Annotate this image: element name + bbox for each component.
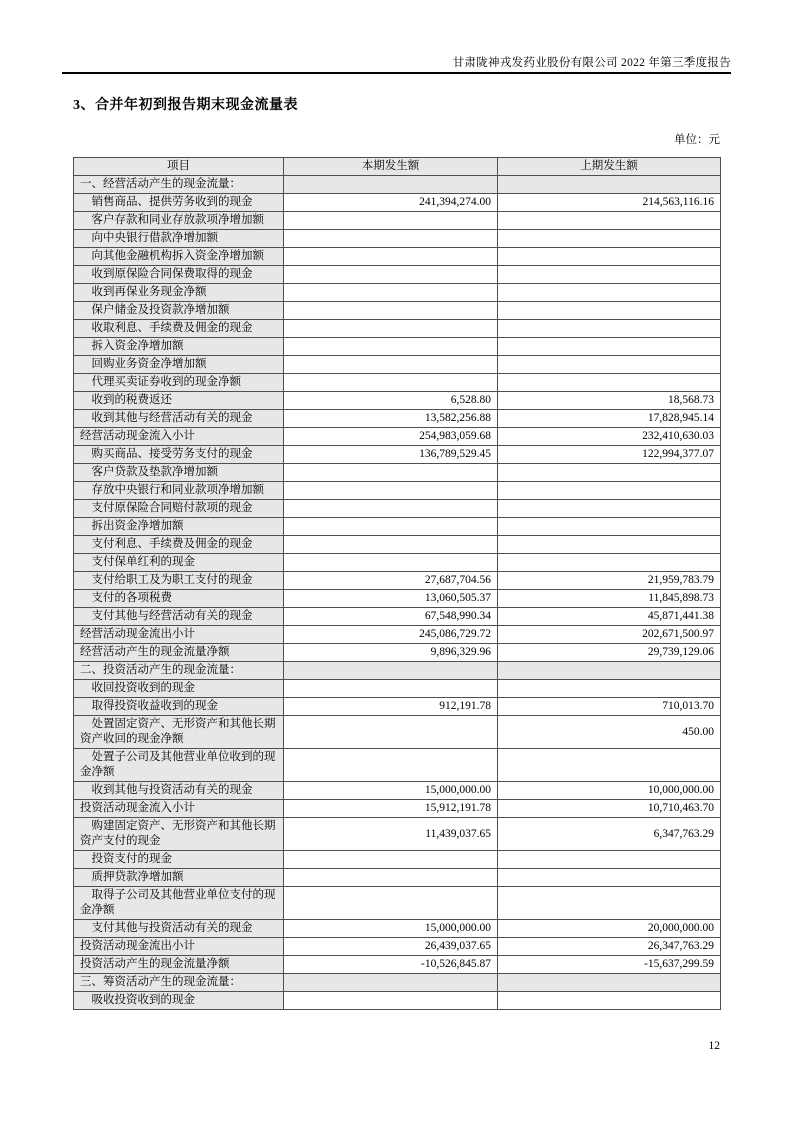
row-current-value <box>284 266 498 284</box>
table-row <box>74 554 721 572</box>
row-current-value: 26,439,037.65 <box>284 938 498 956</box>
row-label: 支付原保险合同赔付款项的现金 <box>74 500 284 518</box>
row-label: 经营活动现金流入小计 <box>74 428 284 446</box>
row-label: 拆出资金净增加额 <box>74 518 284 536</box>
table-row <box>74 536 721 554</box>
row-current-value <box>284 320 498 338</box>
row-prior-value <box>498 887 721 920</box>
row-prior-value: 26,347,763.29 <box>498 938 721 956</box>
table-row <box>74 992 721 1010</box>
row-current-value: 136,789,529.45 <box>284 446 498 464</box>
row-label: 支付其他与投资活动有关的现金 <box>74 920 284 938</box>
row-prior-value <box>498 176 721 194</box>
row-label: 销售商品、提供劳务收到的现金 <box>74 194 284 212</box>
row-label: 向中央银行借款净增加额 <box>74 230 284 248</box>
row-prior-value <box>498 851 721 869</box>
row-prior-value: 232,410,630.03 <box>498 428 721 446</box>
row-current-value: -10,526,845.87 <box>284 956 498 974</box>
table-row <box>74 716 721 749</box>
row-prior-value: 10,710,463.70 <box>498 800 721 818</box>
row-current-value: 67,548,990.34 <box>284 608 498 626</box>
row-current-value <box>284 482 498 500</box>
row-label: 收到其他与投资活动有关的现金 <box>74 782 284 800</box>
table-row <box>74 212 721 230</box>
table-row <box>74 302 721 320</box>
row-label: 支付给职工及为职工支付的现金 <box>74 572 284 590</box>
row-prior-value: 450.00 <box>498 716 721 749</box>
row-current-value: 11,439,037.65 <box>284 818 498 851</box>
table-row <box>74 464 721 482</box>
row-current-value: 27,687,704.56 <box>284 572 498 590</box>
table-row <box>74 392 721 410</box>
row-current-value: 13,060,505.37 <box>284 590 498 608</box>
row-label: 支付其他与经营活动有关的现金 <box>74 608 284 626</box>
row-current-value <box>284 554 498 572</box>
row-label: 投资活动产生的现金流量净额 <box>74 956 284 974</box>
row-prior-value: 202,671,500.97 <box>498 626 721 644</box>
table-row <box>74 680 721 698</box>
table-row <box>74 428 721 446</box>
row-prior-value: 18,568.73 <box>498 392 721 410</box>
row-current-value <box>284 464 498 482</box>
table-row <box>74 920 721 938</box>
row-current-value: 241,394,274.00 <box>284 194 498 212</box>
row-current-value: 15,000,000.00 <box>284 782 498 800</box>
row-current-value <box>284 302 498 320</box>
row-prior-value: 45,871,441.38 <box>498 608 721 626</box>
row-prior-value <box>498 992 721 1010</box>
row-prior-value: 21,959,783.79 <box>498 572 721 590</box>
table-row <box>74 851 721 869</box>
row-label: 取得子公司及其他营业单位支付的现金净额 <box>74 887 284 920</box>
table-row <box>74 818 721 851</box>
row-current-value: 245,086,729.72 <box>284 626 498 644</box>
row-current-value <box>284 248 498 266</box>
row-label: 三、筹资活动产生的现金流量： <box>74 974 284 992</box>
table-row <box>74 266 721 284</box>
row-current-value: 254,983,059.68 <box>284 428 498 446</box>
table-row <box>74 194 721 212</box>
row-prior-value <box>498 374 721 392</box>
row-current-value <box>284 887 498 920</box>
row-prior-value <box>498 482 721 500</box>
row-current-value <box>284 212 498 230</box>
table-row <box>74 410 721 428</box>
row-label: 支付利息、手续费及佣金的现金 <box>74 536 284 554</box>
row-current-value <box>284 716 498 749</box>
row-label: 处置固定资产、无形资产和其他长期资产收回的现金净额 <box>74 716 284 749</box>
column-header-item: 项目 <box>74 158 284 176</box>
row-current-value <box>284 284 498 302</box>
row-prior-value <box>498 320 721 338</box>
table-row <box>74 518 721 536</box>
table-row <box>74 500 721 518</box>
header-rule <box>62 72 731 74</box>
row-label: 保户储金及投资款净增加额 <box>74 302 284 320</box>
row-prior-value <box>498 284 721 302</box>
row-prior-value <box>498 518 721 536</box>
row-current-value <box>284 518 498 536</box>
row-current-value: 15,000,000.00 <box>284 920 498 938</box>
row-label: 回购业务资金净增加额 <box>74 356 284 374</box>
table-row <box>74 698 721 716</box>
row-label: 投资支付的现金 <box>74 851 284 869</box>
row-current-value <box>284 974 498 992</box>
row-prior-value <box>498 356 721 374</box>
table-row <box>74 782 721 800</box>
table-body <box>74 176 721 1010</box>
row-prior-value <box>498 662 721 680</box>
row-label: 质押贷款净增加额 <box>74 869 284 887</box>
row-label: 收回投资收到的现金 <box>74 680 284 698</box>
row-prior-value <box>498 230 721 248</box>
page-title: 3、合并年初到报告期末现金流量表 <box>73 98 298 113</box>
row-prior-value: 17,828,945.14 <box>498 410 721 428</box>
page-number: 12 <box>708 1040 720 1052</box>
row-label: 收到再保业务现金净额 <box>74 284 284 302</box>
row-label: 投资活动现金流入小计 <box>74 800 284 818</box>
row-prior-value: 10,000,000.00 <box>498 782 721 800</box>
row-current-value <box>284 374 498 392</box>
row-label: 客户贷款及垫款净增加额 <box>74 464 284 482</box>
row-prior-value: -15,637,299.59 <box>498 956 721 974</box>
row-label: 购建固定资产、无形资产和其他长期资产支付的现金 <box>74 818 284 851</box>
table-row <box>74 590 721 608</box>
row-prior-value: 11,845,898.73 <box>498 590 721 608</box>
row-current-value <box>284 749 498 782</box>
row-prior-value: 29,739,129.06 <box>498 644 721 662</box>
row-label: 处置子公司及其他营业单位收到的现金净额 <box>74 749 284 782</box>
row-label: 经营活动产生的现金流量净额 <box>74 644 284 662</box>
row-prior-value: 122,994,377.07 <box>498 446 721 464</box>
row-label: 取得投资收益收到的现金 <box>74 698 284 716</box>
row-prior-value: 214,563,116.16 <box>498 194 721 212</box>
row-label: 支付的各项税费 <box>74 590 284 608</box>
table-row <box>74 644 721 662</box>
row-prior-value <box>498 500 721 518</box>
row-prior-value: 20,000,000.00 <box>498 920 721 938</box>
row-label: 吸收投资收到的现金 <box>74 992 284 1010</box>
row-current-value: 6,528.80 <box>284 392 498 410</box>
column-header-prior-period: 上期发生额 <box>498 158 721 176</box>
table-row <box>74 338 721 356</box>
table-row <box>74 869 721 887</box>
table-row <box>74 608 721 626</box>
table-header-row <box>74 158 721 176</box>
table-row <box>74 446 721 464</box>
row-current-value <box>284 662 498 680</box>
row-prior-value <box>498 749 721 782</box>
table-row <box>74 356 721 374</box>
row-prior-value <box>498 464 721 482</box>
row-label: 购买商品、接受劳务支付的现金 <box>74 446 284 464</box>
row-label: 投资活动现金流出小计 <box>74 938 284 956</box>
table-row <box>74 974 721 992</box>
row-prior-value <box>498 869 721 887</box>
table-row <box>74 248 721 266</box>
report-header-text: 甘肃陇神戎发药业股份有限公司 2022 年第三季度报告 <box>452 57 731 69</box>
row-current-value <box>284 869 498 887</box>
table-row <box>74 230 721 248</box>
table-row <box>74 800 721 818</box>
row-label: 经营活动现金流出小计 <box>74 626 284 644</box>
table-row <box>74 956 721 974</box>
table-row <box>74 938 721 956</box>
row-current-value <box>284 851 498 869</box>
row-current-value <box>284 680 498 698</box>
row-prior-value: 710,013.70 <box>498 698 721 716</box>
row-current-value: 912,191.78 <box>284 698 498 716</box>
row-label: 客户存款和同业存放款项净增加额 <box>74 212 284 230</box>
row-current-value <box>284 500 498 518</box>
row-prior-value <box>498 248 721 266</box>
row-label: 收取利息、手续费及佣金的现金 <box>74 320 284 338</box>
row-label: 存放中央银行和同业款项净增加额 <box>74 482 284 500</box>
row-label: 支付保单红利的现金 <box>74 554 284 572</box>
row-label: 二、投资活动产生的现金流量： <box>74 662 284 680</box>
unit-label: 单位：元 <box>674 134 720 146</box>
row-label: 拆入资金净增加额 <box>74 338 284 356</box>
table-row <box>74 482 721 500</box>
table-row <box>74 626 721 644</box>
cash-flow-table <box>73 157 721 1010</box>
row-prior-value <box>498 680 721 698</box>
row-label: 向其他金融机构拆入资金净增加额 <box>74 248 284 266</box>
table-row <box>74 662 721 680</box>
row-prior-value: 6,347,763.29 <box>498 818 721 851</box>
row-prior-value <box>498 554 721 572</box>
row-current-value: 9,896,329.96 <box>284 644 498 662</box>
row-current-value: 13,582,256.88 <box>284 410 498 428</box>
row-current-value <box>284 536 498 554</box>
row-label: 代理买卖证券收到的现金净额 <box>74 374 284 392</box>
row-prior-value <box>498 266 721 284</box>
row-label: 收到的税费返还 <box>74 392 284 410</box>
row-prior-value <box>498 302 721 320</box>
row-label: 一、经营活动产生的现金流量： <box>74 176 284 194</box>
row-current-value <box>284 176 498 194</box>
table-row <box>74 320 721 338</box>
row-current-value: 15,912,191.78 <box>284 800 498 818</box>
table-row <box>74 749 721 782</box>
row-prior-value <box>498 536 721 554</box>
table-row <box>74 176 721 194</box>
table-row <box>74 374 721 392</box>
row-current-value <box>284 356 498 374</box>
table-row <box>74 284 721 302</box>
row-label: 收到原保险合同保费取得的现金 <box>74 266 284 284</box>
row-current-value <box>284 338 498 356</box>
table-row <box>74 887 721 920</box>
row-prior-value <box>498 212 721 230</box>
row-prior-value <box>498 974 721 992</box>
table-row <box>74 572 721 590</box>
row-current-value <box>284 992 498 1010</box>
row-label: 收到其他与经营活动有关的现金 <box>74 410 284 428</box>
row-prior-value <box>498 338 721 356</box>
column-header-current-period: 本期发生额 <box>284 158 498 176</box>
row-current-value <box>284 230 498 248</box>
